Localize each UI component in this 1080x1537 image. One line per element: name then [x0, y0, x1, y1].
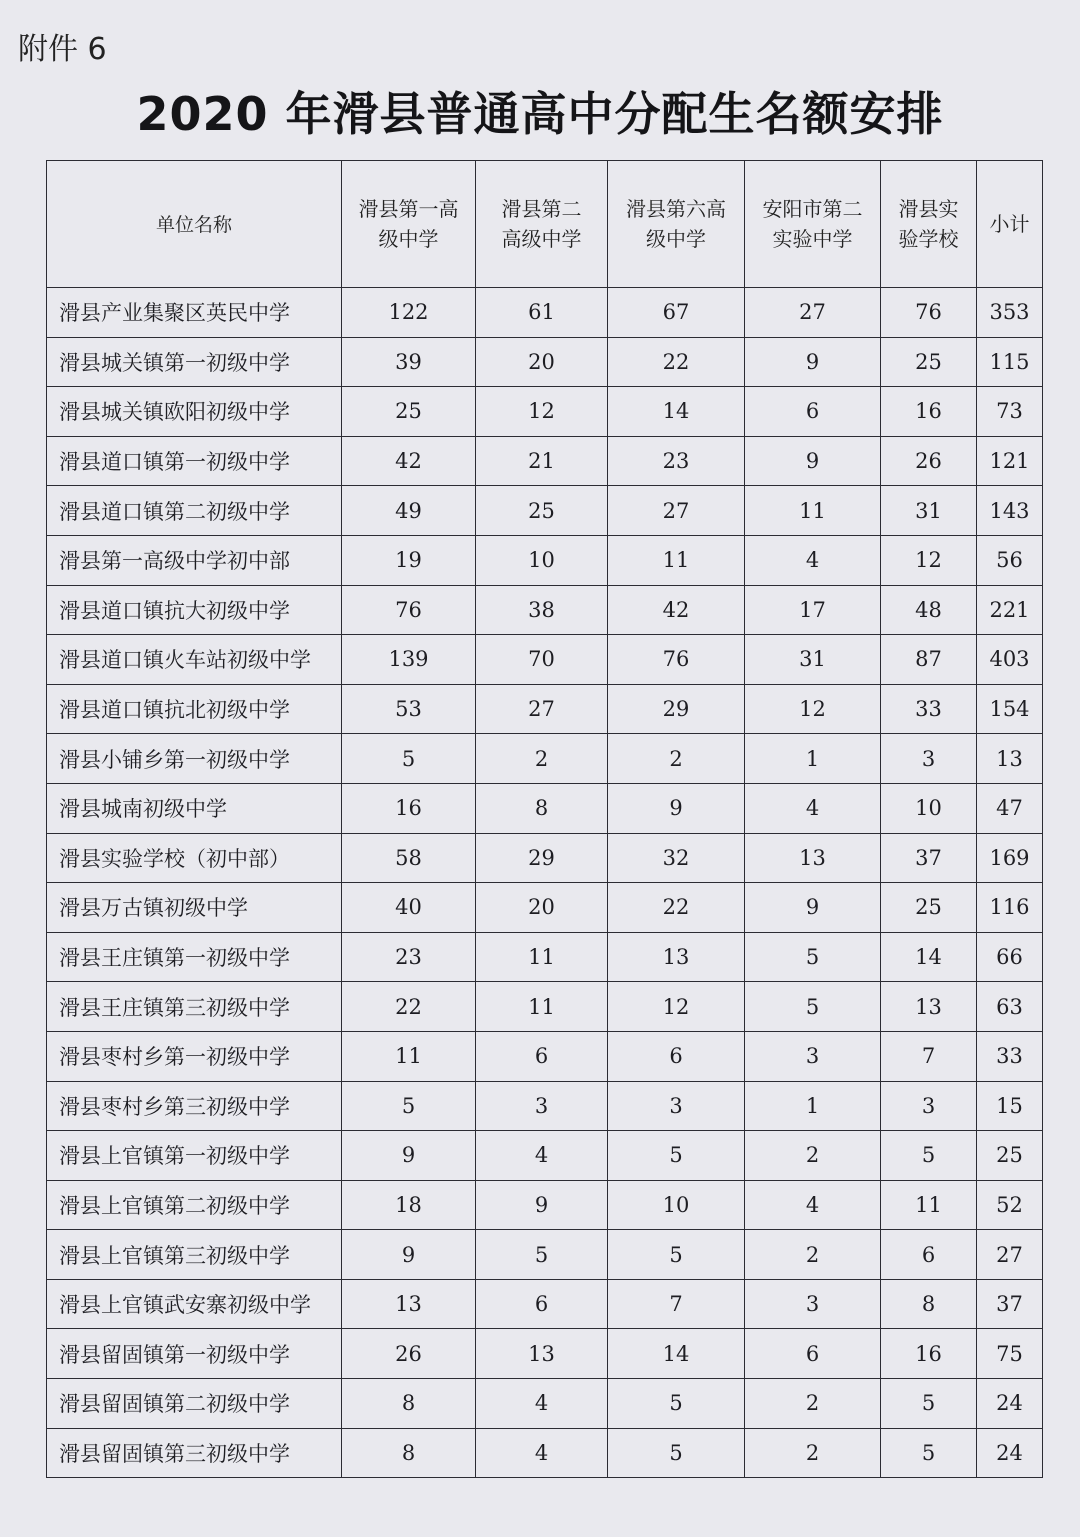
table-row — [47, 1131, 1043, 1181]
exp-school-cell: 7 — [881, 1031, 977, 1081]
school-6-cell: 32 — [608, 833, 745, 883]
table-row — [47, 1081, 1043, 1131]
school-6-cell: 22 — [608, 883, 745, 933]
table-row — [47, 932, 1043, 982]
school-1-cell: 18 — [342, 1180, 476, 1230]
school-1-cell: 49 — [342, 486, 476, 536]
subtotal-cell: 15 — [977, 1081, 1043, 1131]
anyang-exp-cell: 9 — [745, 337, 881, 387]
unit-name-cell: 滑县万古镇初级中学 — [47, 883, 342, 933]
unit-name-cell: 滑县第一高级中学初中部 — [47, 535, 342, 585]
anyang-exp-cell: 1 — [745, 734, 881, 784]
school-1-cell: 42 — [342, 436, 476, 486]
table-row — [47, 883, 1043, 933]
school-2-cell: 12 — [476, 387, 608, 437]
unit-name-cell: 滑县城南初级中学 — [47, 783, 342, 833]
table-row — [47, 734, 1043, 784]
unit-name-cell: 滑县上官镇武安寨初级中学 — [47, 1279, 342, 1329]
school-1-cell: 53 — [342, 684, 476, 734]
header-school-1 — [342, 161, 476, 288]
school-6-cell: 5 — [608, 1230, 745, 1280]
exp-school-cell: 16 — [881, 387, 977, 437]
school-1-cell: 8 — [342, 1379, 476, 1429]
anyang-exp-cell: 31 — [745, 635, 881, 685]
anyang-exp-cell: 2 — [745, 1131, 881, 1181]
subtotal-cell: 73 — [977, 387, 1043, 437]
school-2-cell: 13 — [476, 1329, 608, 1379]
unit-name-cell: 滑县产业集聚区英民中学 — [47, 288, 342, 338]
table-row — [47, 1031, 1043, 1081]
school-6-cell: 5 — [608, 1131, 745, 1181]
table-row — [47, 337, 1043, 387]
school-2-cell: 3 — [476, 1081, 608, 1131]
subtotal-cell: 75 — [977, 1329, 1043, 1379]
subtotal-cell: 121 — [977, 436, 1043, 486]
subtotal-cell: 154 — [977, 684, 1043, 734]
anyang-exp-cell: 13 — [745, 833, 881, 883]
page-title: 2020 年滑县普通高中分配生名额安排 — [136, 87, 944, 141]
subtotal-cell: 13 — [977, 734, 1043, 784]
table-header-row — [47, 161, 1043, 288]
anyang-exp-cell: 17 — [745, 585, 881, 635]
table-row — [47, 585, 1043, 635]
school-2-cell: 25 — [476, 486, 608, 536]
school-2-cell: 21 — [476, 436, 608, 486]
school-2-cell: 61 — [476, 288, 608, 338]
attachment-label: 附件 6 — [18, 32, 107, 67]
anyang-exp-cell: 3 — [745, 1031, 881, 1081]
school-6-cell: 14 — [608, 1329, 745, 1379]
school-2-cell: 38 — [476, 585, 608, 635]
unit-name-cell: 滑县王庄镇第一初级中学 — [47, 932, 342, 982]
anyang-exp-cell: 1 — [745, 1081, 881, 1131]
unit-name-cell: 滑县枣村乡第一初级中学 — [47, 1031, 342, 1081]
unit-name-cell: 滑县留固镇第一初级中学 — [47, 1329, 342, 1379]
school-6-cell: 11 — [608, 535, 745, 585]
quota-table — [46, 160, 1043, 1478]
subtotal-cell: 353 — [977, 288, 1043, 338]
anyang-exp-cell: 5 — [745, 932, 881, 982]
subtotal-cell: 24 — [977, 1379, 1043, 1429]
unit-name-cell: 滑县上官镇第三初级中学 — [47, 1230, 342, 1280]
school-1-cell: 16 — [342, 783, 476, 833]
subtotal-cell: 169 — [977, 833, 1043, 883]
table-row — [47, 387, 1043, 437]
exp-school-cell: 31 — [881, 486, 977, 536]
anyang-exp-cell: 3 — [745, 1279, 881, 1329]
school-2-cell: 4 — [476, 1131, 608, 1181]
unit-name-cell: 滑县道口镇第二初级中学 — [47, 486, 342, 536]
table-row — [47, 833, 1043, 883]
school-1-cell: 23 — [342, 932, 476, 982]
school-6-cell: 67 — [608, 288, 745, 338]
unit-name-cell: 滑县城关镇第一初级中学 — [47, 337, 342, 387]
school-6-cell: 14 — [608, 387, 745, 437]
school-6-cell: 5 — [608, 1379, 745, 1429]
school-2-cell: 6 — [476, 1031, 608, 1081]
table-row — [47, 486, 1043, 536]
school-1-cell: 139 — [342, 635, 476, 685]
school-1-cell: 76 — [342, 585, 476, 635]
school-1-cell: 122 — [342, 288, 476, 338]
subtotal-cell: 27 — [977, 1230, 1043, 1280]
exp-school-cell: 16 — [881, 1329, 977, 1379]
exp-school-cell: 3 — [881, 1081, 977, 1131]
school-6-cell: 6 — [608, 1031, 745, 1081]
school-2-cell: 5 — [476, 1230, 608, 1280]
school-2-cell: 9 — [476, 1180, 608, 1230]
exp-school-cell: 6 — [881, 1230, 977, 1280]
unit-name-cell: 滑县枣村乡第三初级中学 — [47, 1081, 342, 1131]
unit-name-cell: 滑县留固镇第二初级中学 — [47, 1379, 342, 1429]
anyang-exp-cell: 4 — [745, 783, 881, 833]
exp-school-cell: 12 — [881, 535, 977, 585]
header-label: 安阳市第二实验中学 — [762, 197, 863, 251]
school-1-cell: 9 — [342, 1131, 476, 1181]
exp-school-cell: 37 — [881, 833, 977, 883]
exp-school-cell: 25 — [881, 337, 977, 387]
school-6-cell: 29 — [608, 684, 745, 734]
subtotal-cell: 47 — [977, 783, 1043, 833]
school-1-cell: 11 — [342, 1031, 476, 1081]
unit-name-cell: 滑县道口镇火车站初级中学 — [47, 635, 342, 685]
header-label: 滑县第一高级中学 — [358, 197, 459, 251]
anyang-exp-cell: 9 — [745, 883, 881, 933]
school-6-cell: 42 — [608, 585, 745, 635]
table-row — [47, 1180, 1043, 1230]
table-row — [47, 436, 1043, 486]
school-6-cell: 5 — [608, 1428, 745, 1478]
subtotal-cell: 116 — [977, 883, 1043, 933]
unit-name-cell: 滑县小铺乡第一初级中学 — [47, 734, 342, 784]
anyang-exp-cell: 4 — [745, 535, 881, 585]
header-subtotal — [977, 161, 1043, 288]
header-anyang-exp — [745, 161, 881, 288]
header-unit-name — [47, 161, 342, 288]
school-1-cell: 9 — [342, 1230, 476, 1280]
table-row — [47, 684, 1043, 734]
school-6-cell: 10 — [608, 1180, 745, 1230]
header-label: 单位名称 — [155, 213, 232, 236]
school-2-cell: 6 — [476, 1279, 608, 1329]
subtotal-cell: 403 — [977, 635, 1043, 685]
anyang-exp-cell: 2 — [745, 1428, 881, 1478]
anyang-exp-cell: 4 — [745, 1180, 881, 1230]
anyang-exp-cell: 6 — [745, 1329, 881, 1379]
table-row — [47, 1428, 1043, 1478]
subtotal-cell: 37 — [977, 1279, 1043, 1329]
school-1-cell: 39 — [342, 337, 476, 387]
anyang-exp-cell: 9 — [745, 436, 881, 486]
unit-name-cell: 滑县道口镇第一初级中学 — [47, 436, 342, 486]
exp-school-cell: 76 — [881, 288, 977, 338]
school-2-cell: 4 — [476, 1379, 608, 1429]
exp-school-cell: 26 — [881, 436, 977, 486]
school-2-cell: 8 — [476, 783, 608, 833]
subtotal-cell: 25 — [977, 1131, 1043, 1181]
exp-school-cell: 87 — [881, 635, 977, 685]
subtotal-cell: 52 — [977, 1180, 1043, 1230]
exp-school-cell: 3 — [881, 734, 977, 784]
school-1-cell: 19 — [342, 535, 476, 585]
subtotal-cell: 63 — [977, 982, 1043, 1032]
school-6-cell: 22 — [608, 337, 745, 387]
exp-school-cell: 10 — [881, 783, 977, 833]
anyang-exp-cell: 12 — [745, 684, 881, 734]
school-2-cell: 4 — [476, 1428, 608, 1478]
exp-school-cell: 48 — [881, 585, 977, 635]
header-label: 滑县实验学校 — [898, 197, 959, 251]
table-row — [47, 535, 1043, 585]
anyang-exp-cell: 27 — [745, 288, 881, 338]
school-6-cell: 7 — [608, 1279, 745, 1329]
school-6-cell: 23 — [608, 436, 745, 486]
anyang-exp-cell: 6 — [745, 387, 881, 437]
table-row — [47, 1379, 1043, 1429]
subtotal-cell: 33 — [977, 1031, 1043, 1081]
school-6-cell: 12 — [608, 982, 745, 1032]
table-row — [47, 1279, 1043, 1329]
table-row — [47, 288, 1043, 338]
header-exp-school — [881, 161, 977, 288]
unit-name-cell: 滑县道口镇抗大初级中学 — [47, 585, 342, 635]
unit-name-cell: 滑县上官镇第二初级中学 — [47, 1180, 342, 1230]
school-2-cell: 10 — [476, 535, 608, 585]
anyang-exp-cell: 2 — [745, 1379, 881, 1429]
school-6-cell: 13 — [608, 932, 745, 982]
school-2-cell: 2 — [476, 734, 608, 784]
school-1-cell: 58 — [342, 833, 476, 883]
school-2-cell: 29 — [476, 833, 608, 883]
subtotal-cell: 56 — [977, 535, 1043, 585]
exp-school-cell: 8 — [881, 1279, 977, 1329]
table-row — [47, 1329, 1043, 1379]
exp-school-cell: 5 — [881, 1428, 977, 1478]
school-1-cell: 26 — [342, 1329, 476, 1379]
exp-school-cell: 11 — [881, 1180, 977, 1230]
subtotal-cell: 143 — [977, 486, 1043, 536]
exp-school-cell: 33 — [881, 684, 977, 734]
subtotal-cell: 66 — [977, 932, 1043, 982]
exp-school-cell: 25 — [881, 883, 977, 933]
school-2-cell: 20 — [476, 337, 608, 387]
subtotal-cell: 115 — [977, 337, 1043, 387]
subtotal-cell: 221 — [977, 585, 1043, 635]
school-1-cell: 5 — [342, 1081, 476, 1131]
school-1-cell: 5 — [342, 734, 476, 784]
anyang-exp-cell: 11 — [745, 486, 881, 536]
school-2-cell: 20 — [476, 883, 608, 933]
exp-school-cell: 13 — [881, 982, 977, 1032]
unit-name-cell: 滑县实验学校（初中部） — [47, 833, 342, 883]
school-1-cell: 40 — [342, 883, 476, 933]
school-1-cell: 22 — [342, 982, 476, 1032]
unit-name-cell: 滑县王庄镇第三初级中学 — [47, 982, 342, 1032]
school-6-cell: 9 — [608, 783, 745, 833]
unit-name-cell: 滑县城关镇欧阳初级中学 — [47, 387, 342, 437]
unit-name-cell: 滑县留固镇第三初级中学 — [47, 1428, 342, 1478]
header-label: 滑县第二高级中学 — [501, 197, 582, 251]
school-1-cell: 25 — [342, 387, 476, 437]
header-label: 滑县第六高级中学 — [626, 197, 726, 251]
unit-name-cell: 滑县上官镇第一初级中学 — [47, 1131, 342, 1181]
table-row — [47, 783, 1043, 833]
header-label: 小计 — [989, 212, 1030, 236]
school-6-cell: 2 — [608, 734, 745, 784]
school-2-cell: 70 — [476, 635, 608, 685]
anyang-exp-cell: 2 — [745, 1230, 881, 1280]
school-1-cell: 8 — [342, 1428, 476, 1478]
anyang-exp-cell: 5 — [745, 982, 881, 1032]
school-1-cell: 13 — [342, 1279, 476, 1329]
school-2-cell: 27 — [476, 684, 608, 734]
header-school-6 — [608, 161, 745, 288]
school-6-cell: 3 — [608, 1081, 745, 1131]
exp-school-cell: 5 — [881, 1379, 977, 1429]
school-2-cell: 11 — [476, 932, 608, 982]
table-row — [47, 982, 1043, 1032]
unit-name-cell: 滑县道口镇抗北初级中学 — [47, 684, 342, 734]
school-2-cell: 11 — [476, 982, 608, 1032]
school-6-cell: 76 — [608, 635, 745, 685]
exp-school-cell: 5 — [881, 1131, 977, 1181]
header-school-2 — [476, 161, 608, 288]
table-row — [47, 1230, 1043, 1280]
table-row — [47, 635, 1043, 685]
exp-school-cell: 14 — [881, 932, 977, 982]
subtotal-cell: 24 — [977, 1428, 1043, 1478]
school-6-cell: 27 — [608, 486, 745, 536]
